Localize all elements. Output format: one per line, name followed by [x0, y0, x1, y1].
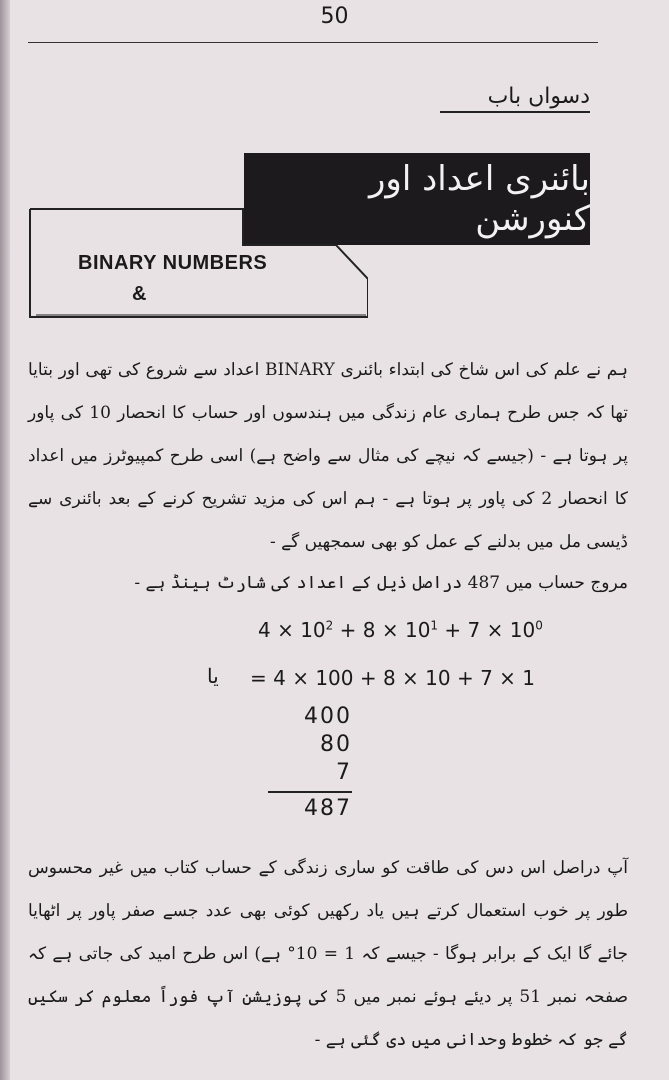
sum-line-2: 80: [320, 732, 352, 757]
exponent-3: 0: [535, 618, 543, 633]
paragraph-powers: آپ دراصل اس دس کی طاقت کو ساری زندگی کے حساب کتاب میں غیر محسوس طور پر خوب استعمال کرتے ہیں یاد رکھیں کوئی بھی عدد جسے صفر پاور پر اٹھایا جائے گا ایک کے برابر ہوگا - جیسے کہ 1 = 10° ہے) اس طرح امید کی جاتی ہے کہ صفحہ نمبر 51 پر دیئے ہوئے نمبر میں 5 کی پوزیشن آپ فوراً معلوم کر سکیں گے جو کہ خطوط وحدانی میں دی گئی ہے -: [28, 858, 629, 1050]
english-title-ampersand: &: [132, 283, 147, 305]
expanded-expression: = 4 × 100 + 8 × 10 + 7 × 1: [250, 666, 535, 690]
exponent-2: 1: [430, 618, 439, 633]
chapter-label: دسواں باب: [440, 84, 590, 113]
addition-sum: [268, 703, 352, 823]
english-title: BINARY NUMBERS: [78, 252, 268, 274]
page-number: 50: [320, 4, 349, 29]
term-3: + 7 × 10: [438, 618, 536, 642]
sum-line-1: 400: [304, 704, 352, 729]
sum-rule: [268, 791, 352, 793]
sum-total: 487: [304, 796, 352, 821]
term-2: + 8 × 10: [333, 618, 431, 642]
example-line: مروج حساب میں 487 دراصل ذیل کے اعداد کی شارٹ ہینڈ ہے -: [134, 573, 628, 593]
term-1: 4 × 10: [258, 618, 326, 642]
header-rule: [28, 42, 598, 43]
paragraph-intro: ہم نے علم کی اس شاخ کی ابتداء بائنری BINARY اعداد سے شروع کی تھی اور بتایا تھا کہ جس طرح ہماری عام زندگی میں ہندسوں اور حساب کا انحصار 10 کی پاور پر ہوتا ہے - (جیسے کہ نیچے کی مثال سے واضح ہے) اسی طرح کمپیوٹرز میں اعداد کا انحصار 2 کی پاور پر ہوتا ہے - ہم اس کی مزید تشریح کرنے کے بعد بائنری سے ڈیسی مل میں بدلنے کے عمل کو بھی سمجھیں گے -: [28, 360, 628, 552]
english-title-box: [28, 207, 368, 319]
exponent-1: 2: [325, 618, 334, 633]
power-expression: [258, 618, 543, 642]
or-label: یا: [207, 664, 219, 688]
page-edge: [0, 0, 10, 1080]
sum-line-3: 7: [336, 760, 352, 785]
chapter-title-urdu: بائنری اعداد اور کنورشن: [369, 159, 590, 239]
